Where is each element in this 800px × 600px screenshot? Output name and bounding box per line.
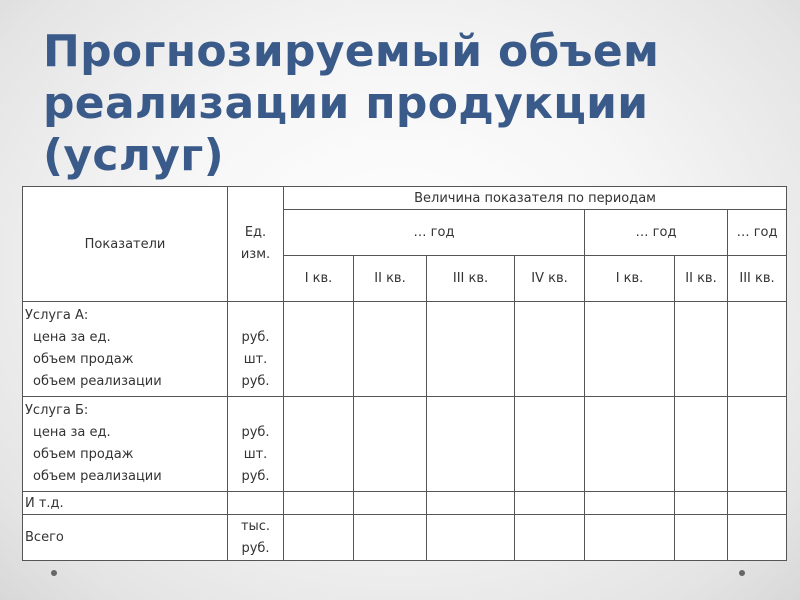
table-cell [284,492,354,515]
table-cell [675,492,728,515]
table-cell [427,515,515,561]
header-periods: Величина показателя по периодам [284,187,787,210]
row-unit-service-a [228,302,284,397]
header-unit [228,187,284,302]
table-cell [354,492,427,515]
table-cell [284,397,354,492]
service-a-sales-unit: шт. [243,352,268,367]
header-unit-line-1: Ед. [244,225,267,240]
table-cell [427,302,515,397]
service-b-price-label: цена за ед. [33,425,111,440]
service-b-price-unit: руб. [241,425,270,440]
table-cell [515,397,585,492]
service-b-sales-label: объем продаж [33,447,134,462]
row-unit-total [228,515,284,561]
header-quarter-1: I кв. [284,256,354,302]
header-quarter-3: III кв. [427,256,515,302]
header-quarter-6: II кв. [675,256,728,302]
table-cell [354,302,427,397]
table-cell [515,515,585,561]
table-row [23,492,787,515]
table-cell [728,302,787,397]
slide-dot-right [739,570,745,576]
header-unit-line-2: изм. [240,247,271,262]
row-label-service-a [23,302,228,397]
table-cell [728,492,787,515]
title-line-3: (услуг) [43,130,224,181]
header-quarter-2: II кв. [354,256,427,302]
row-label-service-b [23,397,228,492]
service-a-revenue-label: объем реализации [33,374,162,389]
table-cell [515,492,585,515]
service-a-price-label: цена за ед. [33,330,111,345]
title-line-1: Прогнозируемый объем [43,26,660,77]
service-a-revenue-unit: руб. [241,374,270,389]
table-cell [585,302,675,397]
header-year-1: … год [284,210,585,256]
header-year-3: … год [728,210,787,256]
table-cell [585,515,675,561]
service-b-revenue-unit: руб. [241,469,270,484]
slide-dot-left [51,570,57,576]
table-row [23,397,787,492]
table-cell [515,302,585,397]
forecast-table [22,186,787,561]
table-cell [354,515,427,561]
slide-title [43,26,743,182]
table-cell [427,397,515,492]
table-cell [427,492,515,515]
header-quarter-7: III кв. [728,256,787,302]
title-line-2: реализации продукции [43,78,649,129]
total-unit-line-1: тыс. [240,518,271,534]
row-unit-service-b [228,397,284,492]
service-a-price-unit: руб. [241,330,270,345]
table-cell [675,397,728,492]
header-indicators: Показатели [23,187,228,302]
table-cell [728,397,787,492]
service-a-sales-label: объем продаж [33,352,134,367]
service-b-revenue-label: объем реализации [33,469,162,484]
row-label-etc: И т.д. [23,492,228,515]
table-cell [585,492,675,515]
service-a-name: Услуга А: [25,308,89,323]
table-cell [354,397,427,492]
table-cell [675,302,728,397]
table-row [23,515,787,561]
table-row [23,302,787,397]
table-cell [675,515,728,561]
table-cell [585,397,675,492]
header-quarter-5: I кв. [585,256,675,302]
table-cell [284,515,354,561]
table-cell [728,515,787,561]
table-cell [284,302,354,397]
service-b-sales-unit: шт. [243,447,268,462]
row-label-total: Всего [23,515,228,561]
header-year-2: … год [585,210,728,256]
total-unit-line-2: руб. [241,540,270,556]
header-quarter-4: IV кв. [515,256,585,302]
service-b-name: Услуга Б: [25,403,89,418]
table-cell [228,492,284,515]
